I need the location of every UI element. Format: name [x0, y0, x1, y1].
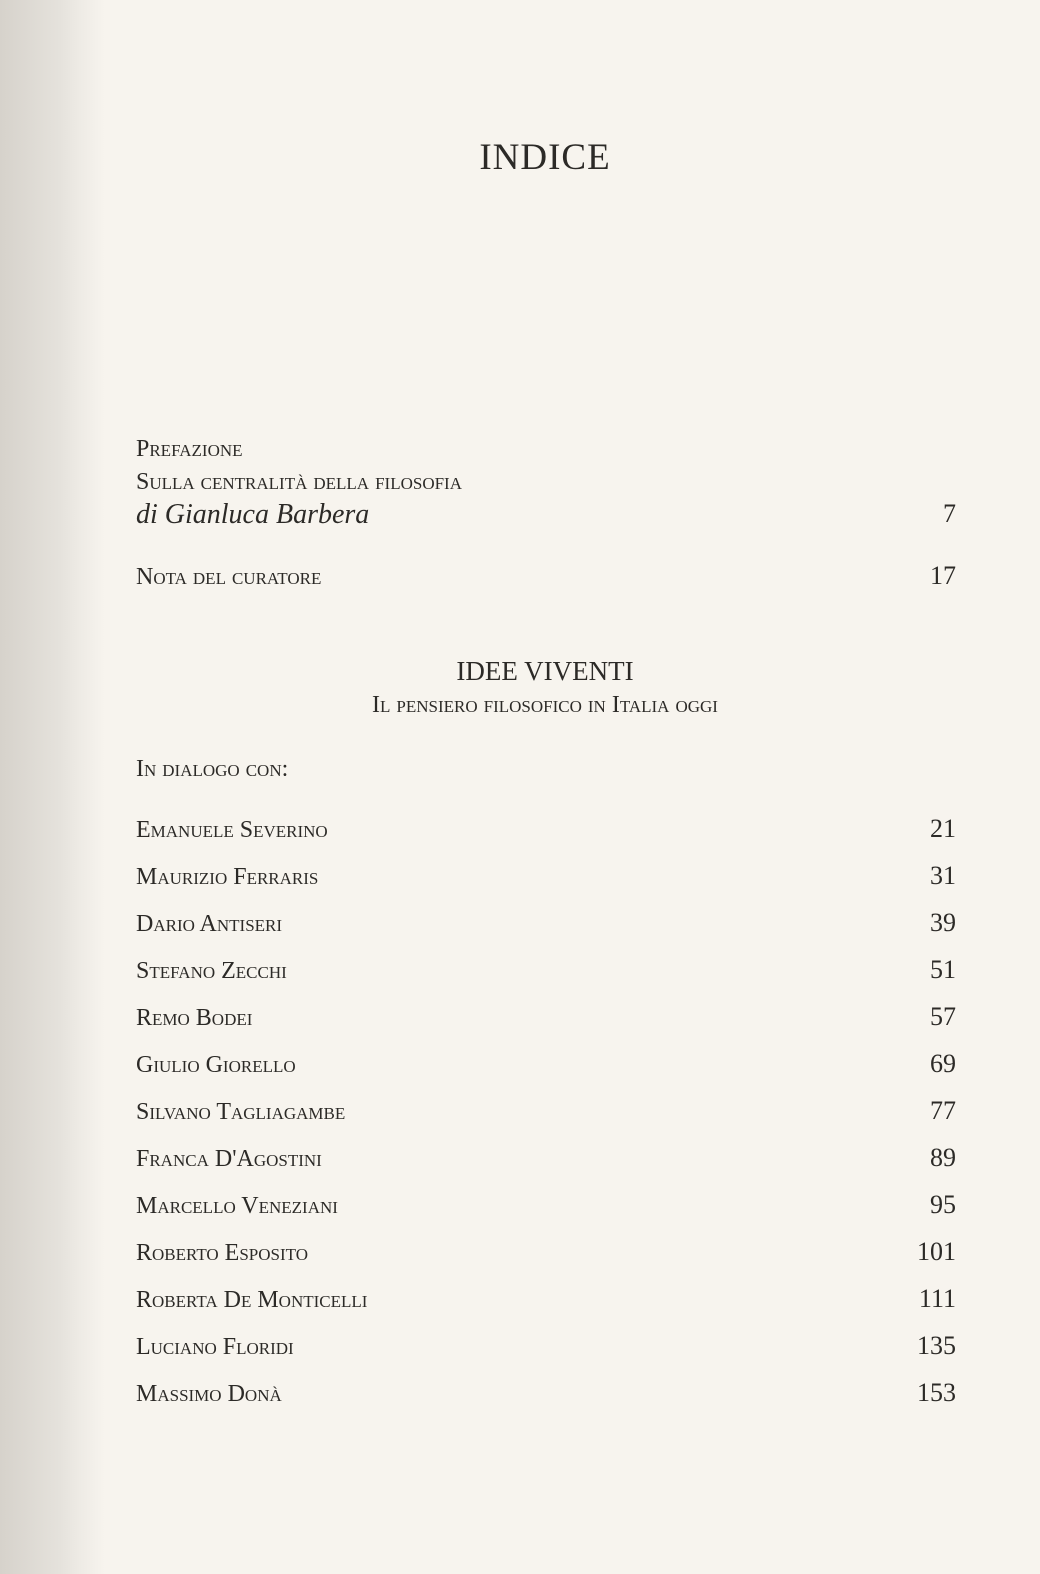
section-subtitle: Il pensiero filosofico in Italia oggi: [372, 692, 718, 718]
entry-page-number: 51: [930, 955, 956, 984]
entry-name: Emanuele Severino: [136, 817, 328, 843]
prefazione-author: di Gianluca Barbera: [136, 499, 370, 530]
entry-page-number: 101: [917, 1237, 956, 1266]
entry-name: Massimo Donà: [136, 1381, 282, 1407]
entry-name: Stefano Zecchi: [136, 958, 287, 984]
entry-page-number: 153: [917, 1378, 956, 1407]
nota-label: Nota del curatore: [136, 564, 322, 590]
entry-page-number: 77: [930, 1096, 956, 1125]
entry-name: Franca D'Agostini: [136, 1146, 322, 1172]
entry-name: Silvano Tagliagambe: [136, 1099, 346, 1125]
prefazione-title: Sulla centralità della filosofia: [136, 469, 462, 495]
entry-page-number: 57: [930, 1002, 956, 1031]
entry-name: Remo Bodei: [136, 1005, 253, 1031]
entry-name: Marcello Veneziani: [136, 1193, 338, 1219]
entry-page-number: 135: [917, 1331, 956, 1360]
page-title: INDICE: [479, 137, 611, 178]
entry-page-number: 89: [930, 1143, 956, 1172]
section-intro: In dialogo con:: [136, 756, 289, 782]
entry-page-number: 39: [930, 908, 956, 937]
nota-page-number: 17: [930, 561, 956, 590]
entry-name: Giulio Giorello: [136, 1052, 296, 1078]
entry-name: Roberta De Monticelli: [136, 1287, 368, 1313]
entry-page-number: 111: [918, 1284, 956, 1313]
entry-name: Roberto Esposito: [136, 1240, 308, 1266]
entry-page-number: 21: [930, 814, 956, 843]
prefazione-page-number: 7: [943, 499, 956, 528]
section-title: IDEE VIVENTI: [456, 656, 634, 686]
entry-name: Luciano Floridi: [136, 1334, 294, 1360]
entry-name: Dario Antiseri: [136, 911, 283, 937]
prefazione-label: Prefazione: [136, 436, 243, 462]
entry-page-number: 95: [930, 1190, 956, 1219]
entry-page-number: 31: [930, 861, 956, 890]
entry-name: Maurizio Ferraris: [136, 864, 319, 890]
entry-page-number: 69: [930, 1049, 956, 1078]
